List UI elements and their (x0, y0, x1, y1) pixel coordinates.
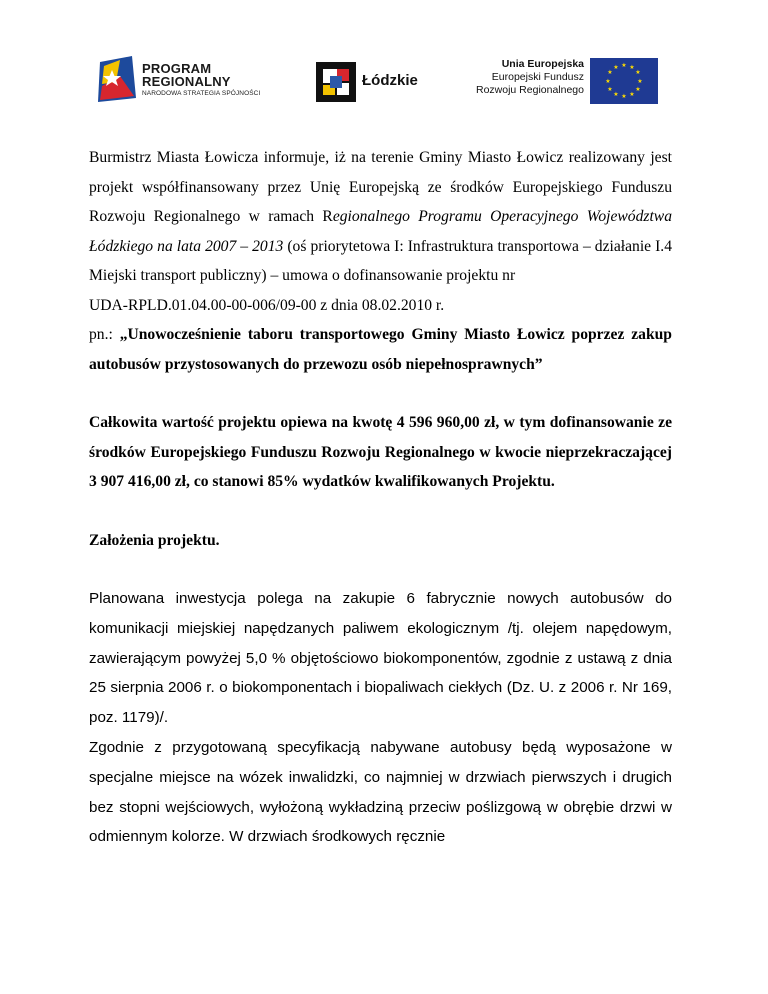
svg-text:★: ★ (605, 78, 611, 85)
svg-text:★: ★ (637, 78, 643, 85)
intro-text-part1: Burmistrz Miasta Łowicza informuje, iż na terenie Gminy Miasto Łowicz realizowany jest projekt współfinansowany przez Unię Europejską ze środków Europejskiego Funduszu Rozwoju Regionalnego w ramach R (89, 149, 672, 225)
svg-text:★: ★ (621, 93, 627, 100)
lodzkie-logo-label: Łódzkie (362, 72, 418, 89)
project-title-prefix: pn.: (89, 326, 120, 343)
svg-text:★: ★ (635, 69, 641, 76)
program-regionalny-logo (96, 56, 276, 106)
svg-text:★: ★ (613, 64, 619, 71)
lodzkie-logo (316, 62, 446, 102)
project-value-paragraph: Całkowita wartość projektu opiewa na kwotę 4 596 960,00 zł, w tym dofinansowanie ze środków Europejskiego Funduszu Rozwoju Regionalnego w kwocie nieprzekraczającej 3 907 416,00 zł, co stanowi 85% wydatków kwalifikowanych Projektu. (89, 414, 672, 490)
eu-logo (456, 56, 666, 106)
assumptions-paragraph-1: Planowana inwestycja polega na zakupie 6 fabrycznie nowych autobusów do komunikacji miejskiej napędzanych paliwem ekologicznym /tj. olejem napędowym, zawierającym powyżej 5,0 % objętościowo biokomponentów, zgodnie z ustawą z dnia 25 sierpnia 2006 r. o biokomponentach i biopaliwach ciekłych (Dz. U. z 2006 r. Nr 169, poz. 1179)/. (89, 590, 672, 727)
header-logos (0, 52, 768, 112)
svg-text:★: ★ (629, 64, 635, 71)
eu-logo-line2: Europejski Fundusz (491, 71, 584, 84)
eu-logo-line1: Unia Europejska (501, 58, 584, 70)
program-name-italic: egionalnego Programu Operacyjnego Województwa Łódzkiego na lata 2007 – 2013 (89, 208, 672, 255)
svg-text:★: ★ (635, 86, 641, 93)
project-title: „Unowocześnienie taboru transportowego Gminy Miasto Łowicz poprzez zakup autobusów przystosowanych do przewozu osób niepełnosprawnych” (89, 326, 672, 373)
agreement-number: UDA-RPLD.01.04.00-00-006/09-00 z dnia 08.02.2010 r. (89, 296, 445, 314)
svg-text:★: ★ (607, 86, 613, 93)
program-logo-line1: PROGRAM (142, 61, 212, 76)
document-body (89, 143, 672, 852)
program-logo-line3: NARODOWA STRATEGIA SPÓJNOŚCI (142, 90, 261, 97)
svg-text:★: ★ (621, 62, 627, 69)
svg-text:★: ★ (607, 69, 613, 76)
assumptions-paragraph-2: Zgodnie z przygotowaną specyfikacją nabywane autobusy będą wyposażone w specjalne miejsce na wózek inwalidzki, co najmniej w drzwiach pierwszych i drugich bez stopni wejściowych, wyłożoną wykładziną przeciw poślizgową w obrębie drzwi w odmiennym kolorze. W drzwiach środkowych ręcznie (89, 738, 672, 846)
project-title-paragraph (89, 320, 672, 379)
eu-logo-line3: Rozwoju Regionalnego (476, 84, 584, 97)
program-logo-line2: REGIONALNY (142, 74, 231, 89)
intro-paragraph (89, 143, 672, 291)
section-heading: Założenia projektu. (89, 531, 220, 549)
program-regionalny-emblem-icon (96, 56, 138, 104)
lodzkie-emblem-icon (316, 62, 356, 102)
intro-text-part2: (oś priorytetowa I: Infrastruktura transportowa – działanie I.4 Miejski transport publiczny) – umowa o dofinansowanie projektu nr (89, 237, 672, 284)
svg-text:★: ★ (613, 91, 619, 98)
eu-flag-icon (590, 58, 658, 104)
svg-text:★: ★ (629, 91, 635, 98)
